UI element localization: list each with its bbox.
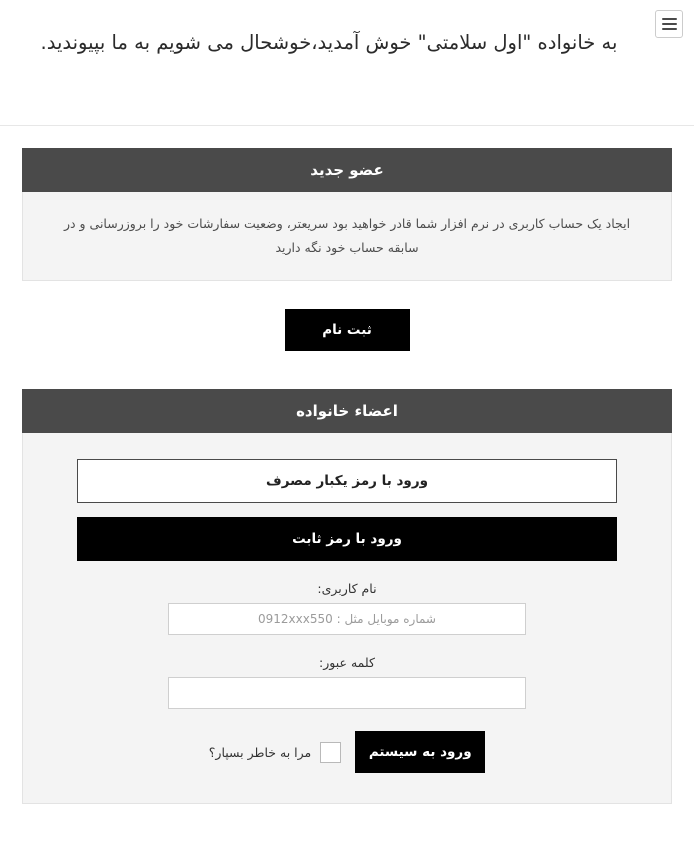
password-input[interactable]: [168, 677, 526, 709]
register-button-wrap: [22, 281, 672, 389]
username-input[interactable]: [168, 603, 526, 635]
page-header: [0, 0, 694, 126]
bottom-spacer: [22, 804, 672, 840]
remember-me-group[interactable]: [209, 742, 341, 763]
register-button[interactable]: ثبت نام: [285, 309, 410, 351]
page-title: به خانواده "اول سلامتی" خوش آمدید،خوشحال می شویم به ما بپیوندید.: [40, 31, 618, 54]
main-content: [0, 126, 694, 840]
new-member-body: [22, 192, 672, 281]
login-form: [22, 433, 672, 804]
new-member-heading: عضو جدید: [22, 148, 672, 192]
remember-me-checkbox[interactable]: [320, 742, 341, 763]
family-members-heading: اعضاء خانواده: [22, 389, 672, 433]
login-submit-row: [77, 731, 617, 773]
remember-me-label: مرا به خاطر بسپار؟: [208, 744, 312, 760]
username-field-group: [77, 581, 617, 635]
hamburger-menu-icon[interactable]: [655, 10, 683, 38]
otp-login-button[interactable]: ورود با رمز یکبار مصرف: [77, 459, 617, 503]
family-members-panel: [22, 389, 672, 804]
new-member-description: ایجاد یک حساب کاربری در نرم افزار شما قادر خواهید بود سریعتر، وضعیت سفارشات خود را بروزرسانی و در سابقه حساب خود نگه دارید: [63, 216, 631, 255]
username-label: نام کاربری:: [317, 581, 377, 596]
password-field-group: [77, 655, 617, 709]
password-label: کلمه عبور:: [319, 655, 375, 670]
menu-bar-1: [662, 18, 677, 20]
new-member-panel: [22, 148, 672, 281]
static-password-login-button[interactable]: ورود با رمز ثابت: [77, 517, 617, 561]
menu-bar-3: [662, 28, 677, 30]
menu-bar-2: [662, 23, 677, 25]
login-submit-button[interactable]: ورود به سیستم: [355, 731, 485, 773]
